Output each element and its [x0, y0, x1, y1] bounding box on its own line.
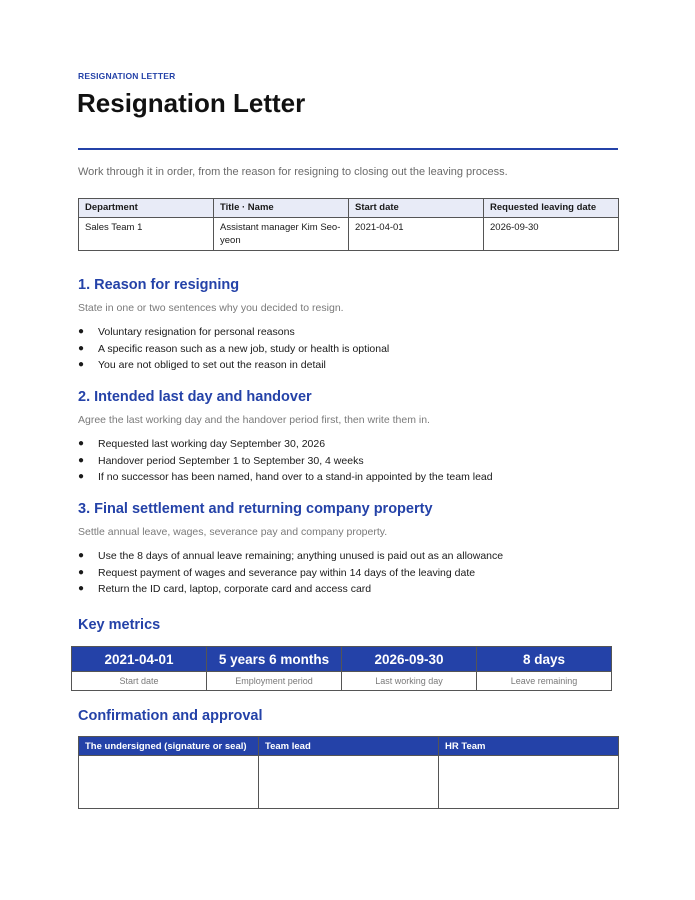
list-item-text: Voluntary resignation for personal reasons: [98, 326, 295, 338]
bullet-icon: ●: [78, 454, 85, 466]
section-final-settlement: [78, 501, 618, 598]
signature-box-team-lead[interactable]: [259, 756, 439, 809]
list-item-text: Requested last working day September 30, 2026: [98, 438, 326, 450]
list-item: [78, 565, 618, 582]
approval-header-undersigned: The undersigned (signature or seal): [79, 737, 259, 756]
list-item-text: Return the ID card, laptop, corporate card and access card: [98, 583, 372, 595]
info-cell-title-name: Assistant manager Kim Seo-yeon: [214, 218, 349, 251]
bullet-icon: ●: [78, 359, 85, 370]
signature-box-undersigned[interactable]: [79, 756, 259, 809]
metric-label-last-working-day: Last working day: [342, 672, 477, 691]
list-item: [78, 436, 618, 453]
document-eyebrow: RESIGNATION LETTER: [78, 71, 176, 81]
list-item: [78, 324, 618, 341]
section-list: [78, 324, 618, 374]
metric-value-employment-period: 5 years 6 months: [207, 647, 342, 672]
info-header-department: Department: [79, 199, 214, 218]
metrics-label-row: [72, 672, 612, 691]
list-item-text: Request payment of wages and severance pay within 14 days of the leaving date: [98, 566, 476, 579]
metric-label-leave-remaining: Leave remaining: [477, 672, 612, 691]
section-subtitle: Settle annual leave, wages, severance pay and company property.: [78, 526, 388, 538]
section-last-day-handover: [78, 389, 618, 486]
section-heading: 3. Final settlement and returning company property: [78, 501, 433, 517]
list-item: [78, 548, 618, 565]
section-subtitle: State in one or two sentences why you decided to resign.: [78, 302, 344, 314]
page-title: Resignation Letter: [77, 88, 306, 118]
metrics-heading: Key metrics: [78, 617, 161, 633]
signature-box-hr-team[interactable]: [439, 756, 619, 809]
list-item-text: Handover period September 1 to September 30, 4 weeks: [98, 454, 364, 467]
info-header-start-date: Start date: [349, 199, 484, 218]
info-header-title-name: Title · Name: [214, 199, 349, 218]
bullet-icon: ●: [78, 471, 85, 482]
employee-info-table: [78, 198, 619, 251]
approval-header-team-lead: Team lead: [259, 737, 439, 756]
info-cell-start-date: 2021-04-01: [349, 218, 484, 251]
list-item-text: If no successor has been named, hand over to a stand-in appointed by the team lead: [98, 471, 493, 483]
info-table-row: [79, 218, 619, 251]
bullet-icon: ●: [78, 326, 85, 337]
title-divider: [78, 148, 618, 150]
info-table-header-row: [79, 199, 619, 218]
bullet-icon: ●: [78, 438, 85, 449]
intro-text: Work through it in order, from the reason for resigning to closing out the leaving process.: [78, 166, 508, 178]
bullet-icon: ●: [78, 342, 85, 354]
metrics-section: [78, 617, 618, 633]
metric-value-last-working-day: 2026-09-30: [342, 647, 477, 672]
approval-signature-row: [79, 756, 619, 809]
metric-label-employment-period: Employment period: [207, 672, 342, 691]
bullet-icon: ●: [78, 583, 85, 594]
approval-heading: Confirmation and approval: [78, 708, 263, 724]
approval-header-hr-team: HR Team: [439, 737, 619, 756]
approval-header-row: [79, 737, 619, 756]
section-heading: 2. Intended last day and handover: [78, 389, 312, 405]
info-header-leaving-date: Requested leaving date: [484, 199, 619, 218]
section-list: [78, 548, 618, 598]
list-item: [78, 341, 618, 358]
list-item-text: A specific reason such as a new job, study or health is optional: [98, 342, 390, 355]
info-cell-leaving-date: 2026-09-30: [484, 218, 619, 251]
list-item: [78, 357, 618, 374]
info-cell-department: Sales Team 1: [79, 218, 214, 251]
list-item: [78, 469, 618, 486]
approval-section: [78, 708, 618, 724]
approval-table: [78, 736, 619, 809]
metric-value-leave-remaining: 8 days: [477, 647, 612, 672]
section-reason: [78, 277, 618, 374]
bullet-icon: ●: [78, 566, 85, 578]
metric-value-start-date: 2021-04-01: [72, 647, 207, 672]
list-item-text: You are not obliged to set out the reason in detail: [98, 359, 326, 371]
section-list: [78, 436, 618, 486]
metric-label-start-date: Start date: [72, 672, 207, 691]
metrics-value-row: [72, 647, 612, 672]
list-item: [78, 453, 618, 470]
section-subtitle: Agree the last working day and the handover period first, then write them in.: [78, 414, 430, 426]
section-heading: 1. Reason for resigning: [78, 277, 240, 293]
list-item: [78, 581, 618, 598]
bullet-icon: ●: [78, 550, 85, 561]
key-metrics-table: [71, 646, 612, 691]
list-item-text: Use the 8 days of annual leave remaining; anything unused is paid out as an allowance: [98, 550, 504, 562]
